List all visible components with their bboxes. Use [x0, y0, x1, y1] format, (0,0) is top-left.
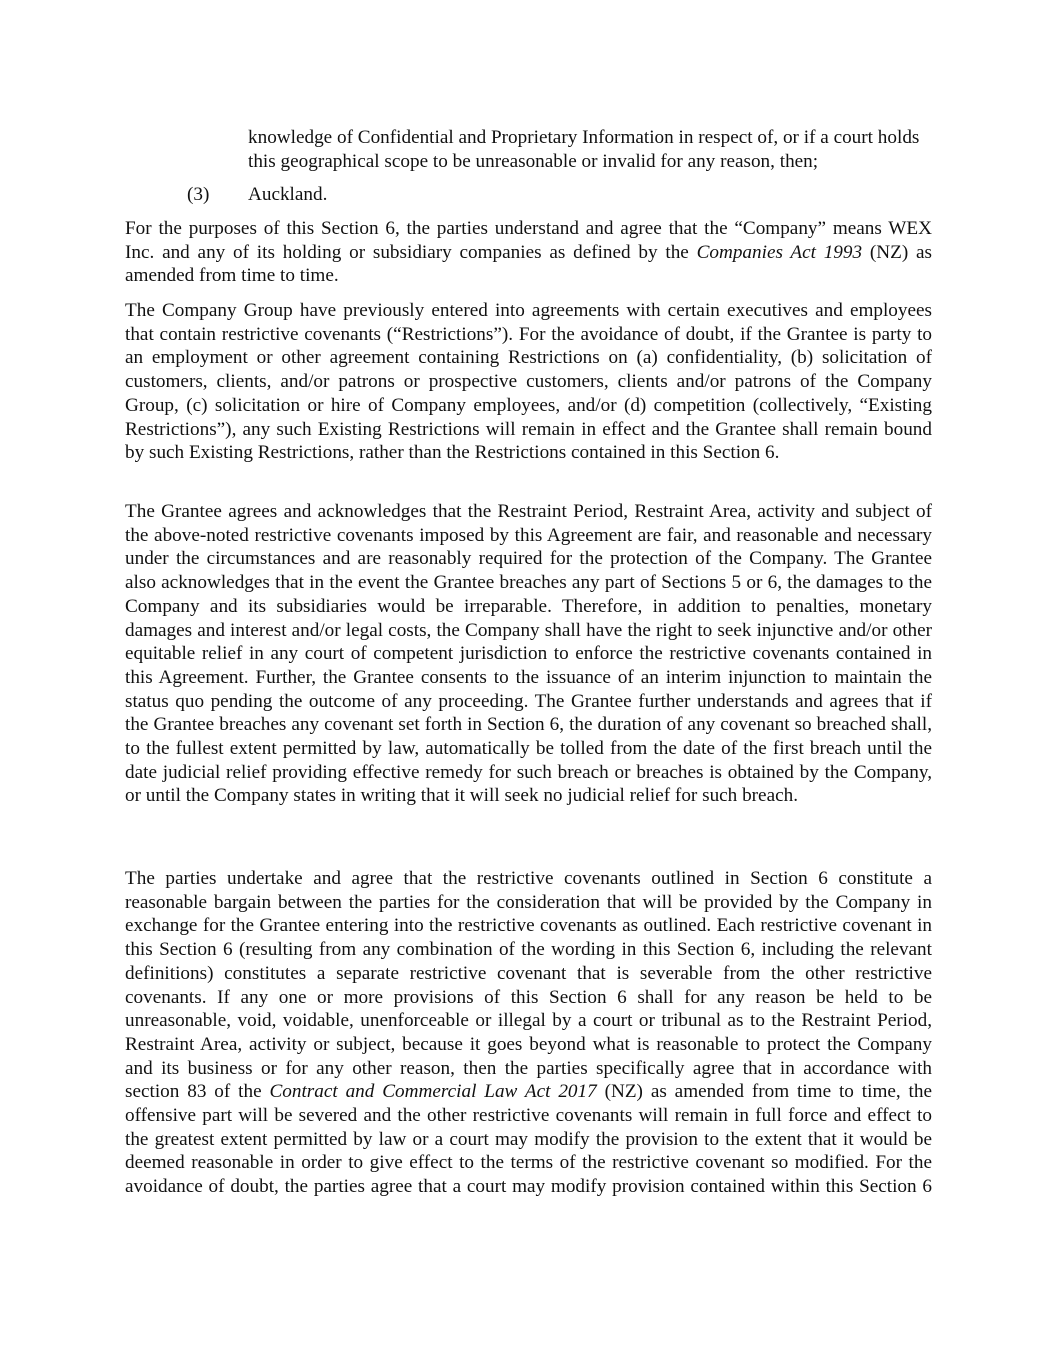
continuation-paragraph: knowledge of Confidential and Proprietary Information in respect of, or if a court holds this geographical scope to be unreasonable or invalid for any reason, then;: [248, 127, 920, 172]
list-item-text: Auckland.: [248, 184, 328, 205]
severability-text-2: (NZ) as amended from time to time, the offensive part will be severed and the other restrictive covenants will remain in full force and effect to the greatest extent permitted by law or a court may modify the provision to the extent that it would be deemed reasonable in order to give effect to the terms of the restrictive covenant so modified. For the avoidance of doubt, the parties agree that a court may modify provision contained within this Section 6: [125, 1081, 933, 1198]
company-definition-text-2: (NZ) as amended from time to time.: [125, 241, 932, 287]
contract-act-title: Contract and Commercial Law Act 2017: [269, 1081, 597, 1103]
company-definition-text-1: For the purposes of this Section 6, the parties understand and agree that the “Company” means WEX Inc. and any of its holding or subsidiary companies as defined by the: [125, 218, 932, 263]
list-item-number: (3): [187, 184, 210, 205]
company-definition-paragraph: [125, 217, 932, 288]
existing-restrictions-paragraph: The Company Group have previously entered into agreements with certain executives and employees that contain restrictive covenants (“Restrictions”). For the avoidance of doubt, if the Grantee is party to an employment or other agreement containing Restrictions on (a) confidentiality, (b) solicitation of customers, clients, and/or patrons or prospective customers, clients and/or patrons of the Company Group, (c) solicitation or hire of Company employees, and/or (d) competition (collectively, “Existing Restrictions”), any such Existing Restrictions will remain in effect and the Grantee shall remain bound by such Existing Restrictions, rather than the Restrictions contained in this Section 6.: [125, 300, 932, 464]
severability-text-1: The parties undertake and agree that the restrictive covenants outlined in Section 6 constitute a reasonable bargain between the parties for the consideration that will be provided by the Company in exchange for the Grantee entering into the restrictive covenants as outlined. Each restrictive covenant in this Section 6 (resulting from any combination of the wording in this Section 6, including the relevant definitions) constitutes a separate restrictive covenant that is severable from the other restrictive covenants. If any one or more provisions of this Section 6 shall for any reason be held to be unreasonable, void, voidable, unenforceable or illegal by a court or tribunal as to the Restraint Period, Restraint Area, activity or subject, because it goes beyond what is reasonable to protect the Company and its business or for any other reason, then the parties specifically agree that in accordance with section 83 of the: [125, 868, 932, 1103]
acknowledgement-paragraph: The Grantee agrees and acknowledges that the Restraint Period, Restraint Area, activity and subject of the above-noted restrictive covenants imposed by this Agreement are fair, and reasonable and necessary under the circumstances and are reasonably required for the protection of the Company. The Grantee also acknowledges that in the event the Grantee breaches any part of Sections 5 or 6, the damages to the Company and its subsidiaries would be irreparable. Therefore, in addition to penalties, monetary damages and interest and/or legal costs, the Company shall have the right to seek injunctive and/or other equitable relief in any court of competent jurisdiction to enforce the restrictive covenants contained in this Agreement. Further, the Grantee consents to the issuance of an interim injunction to maintain the status quo pending the outcome of any proceeding. The Grantee further understands and agrees that if the Grantee breaches any covenant set forth in Section 6, the duration of any covenant so breached shall, to the fullest extent permitted by law, automatically be tolled from the date of the first breach until the date judicial relief providing effective remedy for such breach or breaches is obtained by the Company, or until the Company states in writing that it will seek no judicial relief for such breach.: [125, 501, 932, 807]
severability-paragraph: [125, 867, 932, 1199]
companies-act-title: Companies Act 1993: [696, 241, 863, 263]
